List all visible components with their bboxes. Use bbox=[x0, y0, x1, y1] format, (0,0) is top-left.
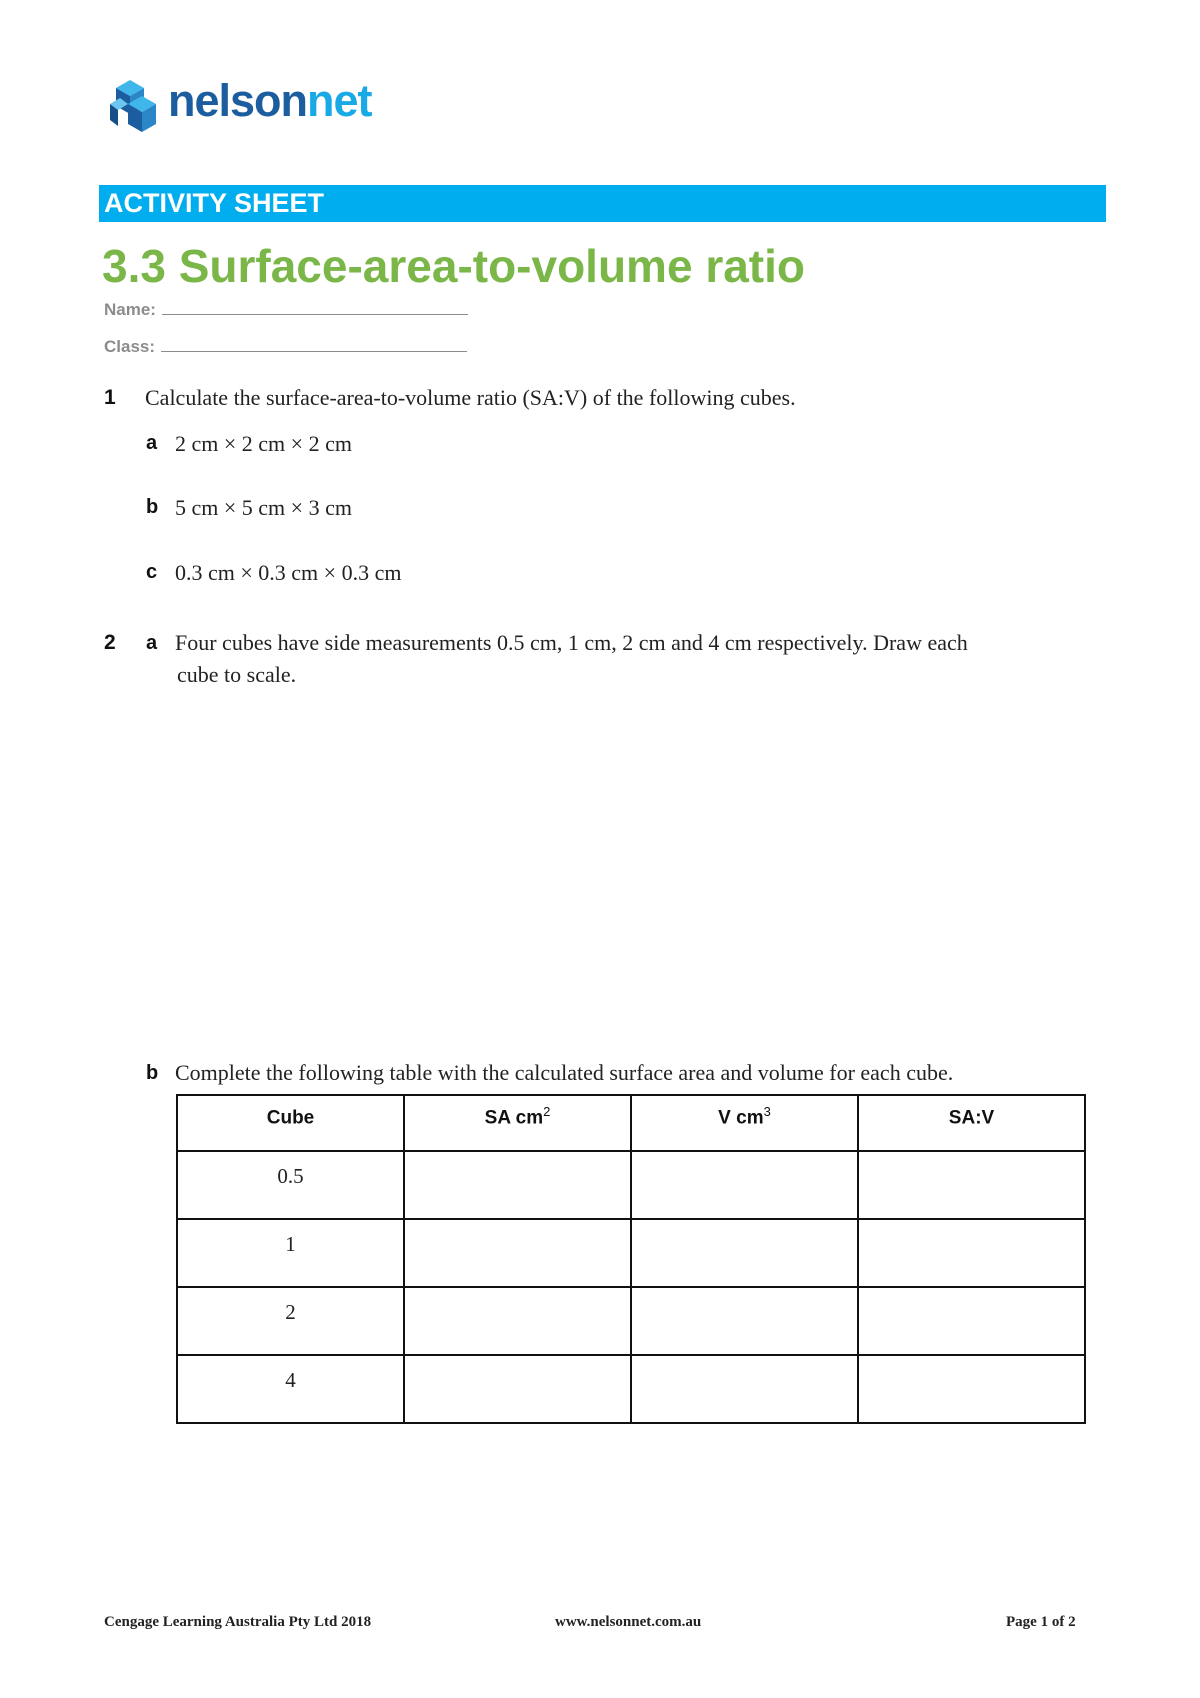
logo-word-nelson: nelson bbox=[168, 75, 308, 126]
sa-cell[interactable] bbox=[404, 1355, 631, 1423]
col-header-v: V $cm^3$ bbox=[631, 1095, 858, 1151]
sav-cell[interactable] bbox=[858, 1219, 1085, 1287]
table-row bbox=[177, 1219, 1085, 1287]
table-row bbox=[177, 1287, 1085, 1355]
name-label: Name: bbox=[104, 300, 156, 319]
logo-wordmark bbox=[168, 76, 372, 126]
col-header-sav: SA:V bbox=[858, 1095, 1085, 1151]
question-1c-letter: c bbox=[146, 561, 158, 583]
question-1c-text: 0.3 cm × 0.3 cm × 0.3 cm bbox=[175, 560, 402, 585]
sav-cell[interactable] bbox=[858, 1151, 1085, 1219]
question-2a-line1: Four cubes have side measurements 0.5 cm, 1 cm, 2 cm and 4 cm respectively. Draw each bbox=[175, 630, 968, 655]
class-line[interactable] bbox=[161, 337, 467, 352]
logo-word-net: net bbox=[307, 75, 372, 126]
footer-page-number: Page 1 of 2 bbox=[1006, 1614, 1076, 1630]
v-cell[interactable] bbox=[631, 1151, 858, 1219]
question-2b-letter: b bbox=[146, 1062, 159, 1084]
question-1b-letter: b bbox=[146, 496, 159, 518]
footer-copyright: Cengage Learning Australia Pty Ltd 2018 bbox=[104, 1614, 372, 1630]
page-title: 3.3 Surface-area-to-volume ratio bbox=[102, 240, 806, 292]
col-header-cube: Cube bbox=[177, 1095, 404, 1151]
cube-cell: 0.5 bbox=[177, 1151, 404, 1219]
question-2b-text: Complete the following table with the calculated surface area and volume for each cube. bbox=[175, 1060, 954, 1085]
question-1a-letter: a bbox=[146, 432, 158, 454]
v-cell[interactable] bbox=[631, 1287, 858, 1355]
class-label: Class: bbox=[104, 337, 156, 356]
cube-cell: 1 bbox=[177, 1219, 404, 1287]
cube-ratio-table bbox=[176, 1094, 1086, 1424]
v-cell[interactable] bbox=[631, 1219, 858, 1287]
question-2-number: 2 bbox=[104, 631, 116, 654]
sa-cell[interactable] bbox=[404, 1151, 631, 1219]
table-row bbox=[177, 1355, 1085, 1423]
activity-sheet-banner: ACTIVITY SHEET bbox=[99, 185, 1106, 222]
class-field bbox=[104, 337, 467, 357]
question-2a-line2: cube to scale. bbox=[177, 662, 297, 687]
v-cell[interactable] bbox=[631, 1355, 858, 1423]
sav-cell[interactable] bbox=[858, 1355, 1085, 1423]
col-header-sa: SA $cm^2$ bbox=[404, 1095, 631, 1151]
name-field bbox=[104, 300, 468, 320]
question-1a-text: 2 cm × 2 cm × 2 cm bbox=[175, 431, 352, 456]
nelsonnet-cube-logo-icon bbox=[108, 74, 168, 140]
question-2a-letter: a bbox=[146, 632, 158, 654]
question-1-text: Calculate the surface-area-to-volume ratio (SA:V) of the following cubes. bbox=[145, 385, 796, 410]
cube-cell: 4 bbox=[177, 1355, 404, 1423]
sa-cell[interactable] bbox=[404, 1219, 631, 1287]
name-line[interactable] bbox=[162, 300, 468, 315]
question-1b-text: 5 cm × 5 cm × 3 cm bbox=[175, 495, 352, 520]
footer-website-link[interactable]: www.nelsonnet.com.au bbox=[555, 1614, 702, 1630]
table-row bbox=[177, 1151, 1085, 1219]
table-header-row bbox=[177, 1095, 1085, 1151]
nelsonnet-logo bbox=[108, 72, 408, 142]
sav-cell[interactable] bbox=[858, 1287, 1085, 1355]
sa-cell[interactable] bbox=[404, 1287, 631, 1355]
cube-cell: 2 bbox=[177, 1287, 404, 1355]
question-1-number: 1 bbox=[104, 386, 116, 409]
